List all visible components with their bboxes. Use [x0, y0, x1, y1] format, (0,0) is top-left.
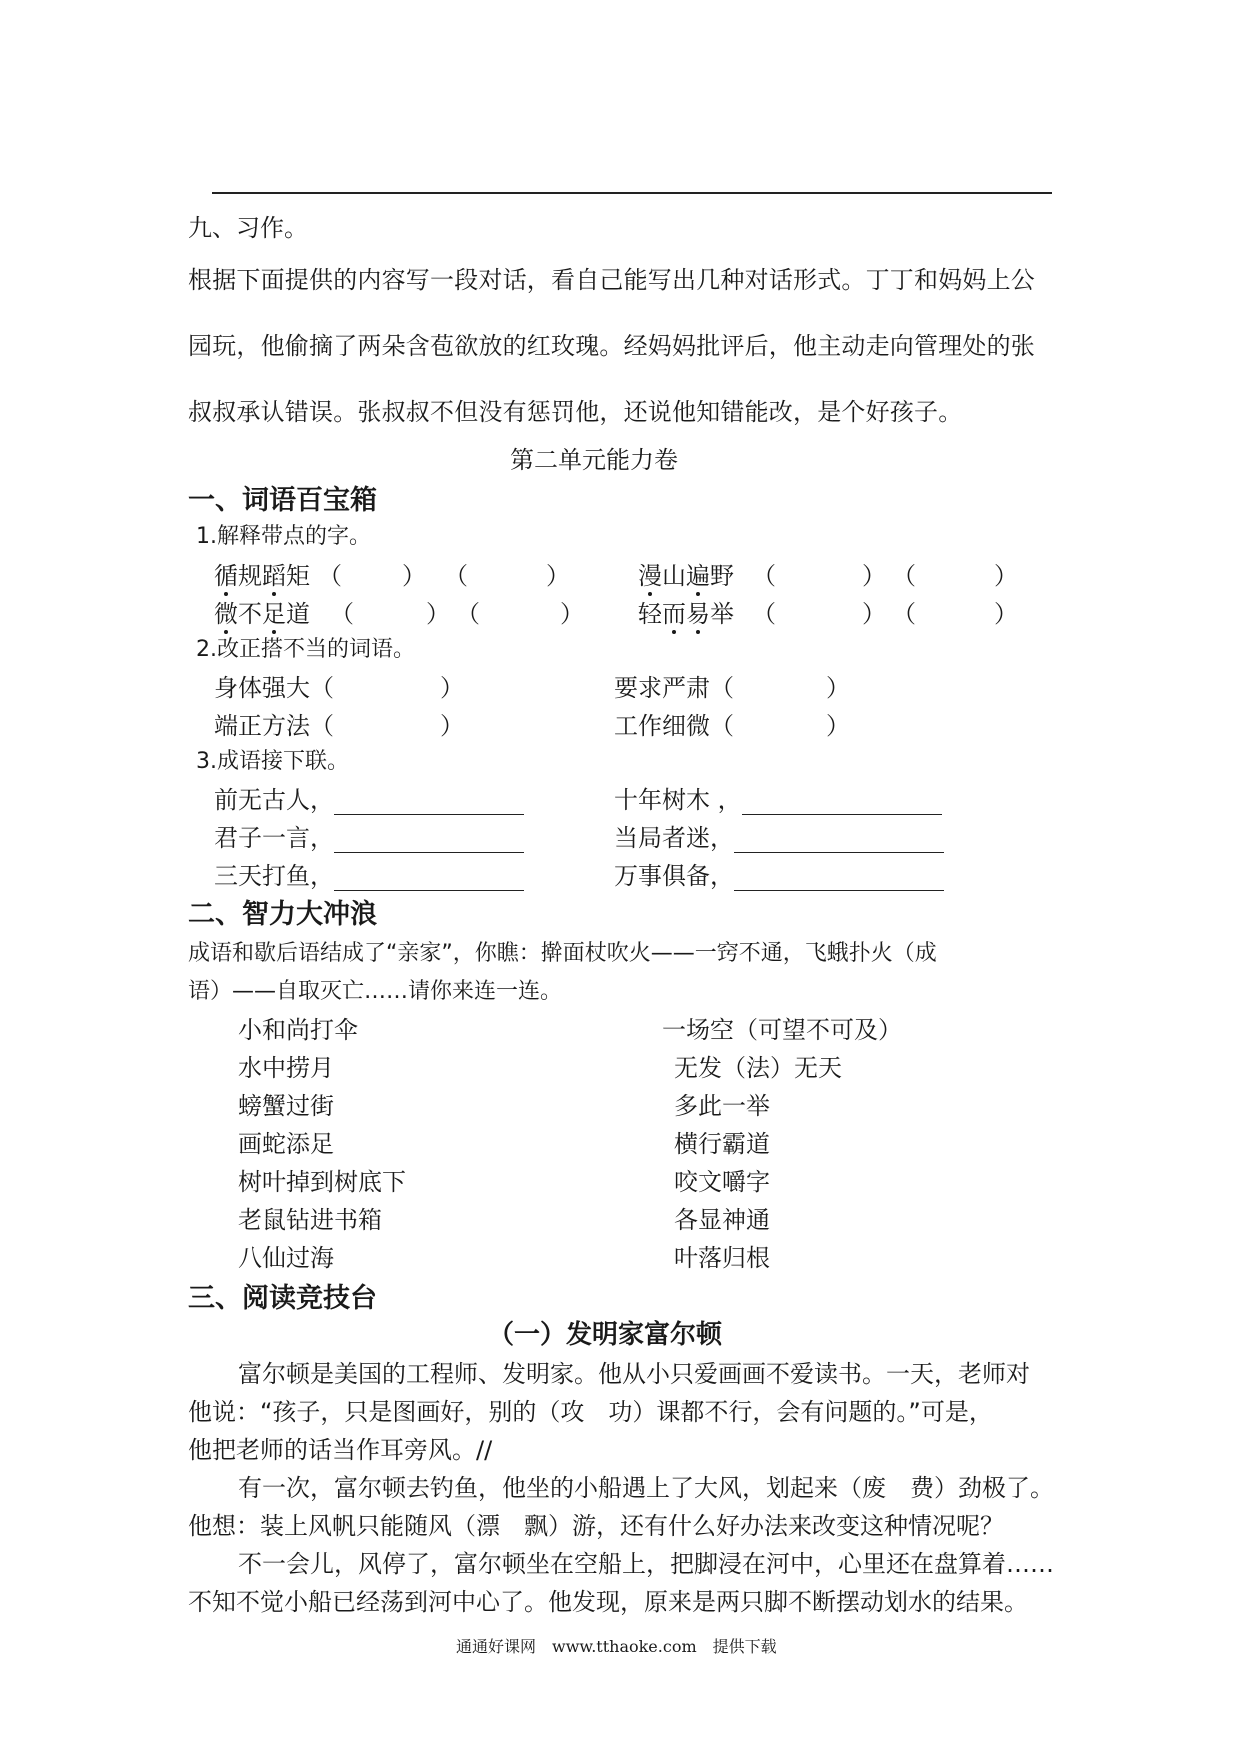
match-right-6[interactable]: 各显神通: [674, 1206, 770, 1234]
passage-line: 他说：“孩子，只是图画好，别的（攻 功）课都不行，会有问题的。”可是，: [188, 1398, 993, 1426]
paren-close: ）: [826, 674, 850, 702]
idiom-2: [638, 556, 734, 591]
q1-title: 1.解释带点的字。: [196, 524, 371, 549]
answer-blank[interactable]: [334, 830, 524, 853]
q3-item-3: [214, 818, 524, 853]
match-left-4[interactable]: 画蛇添足: [238, 1130, 334, 1158]
dotted-char: 易: [686, 594, 710, 629]
passage-line: 他把老师的话当作耳旁风。//: [188, 1436, 493, 1464]
match-right-7[interactable]: 叶落归根: [674, 1244, 770, 1272]
passage-line: 他想：装上风帆只能随风（漂 飘）游，还有什么好办法来改变这种情况呢？: [188, 1512, 1004, 1540]
paren-close: ）: [862, 562, 886, 590]
q3-prompt: 万事俱备，: [614, 862, 734, 890]
paren-close: ）: [560, 600, 584, 628]
q2-item-4: 工作细微（: [614, 712, 734, 740]
answer-line: [212, 192, 1052, 194]
match-left-2[interactable]: 水中捞月: [238, 1054, 334, 1082]
idiom-char: 矩: [286, 562, 310, 590]
q3-prompt: 前无古人，: [214, 786, 334, 814]
dotted-char: 循: [214, 556, 238, 591]
match-right-3[interactable]: 多此一举: [674, 1092, 770, 1120]
q3-item-5: [214, 856, 524, 891]
answer-blank[interactable]: [334, 868, 524, 891]
match-left-3[interactable]: 螃蟹过街: [238, 1092, 334, 1120]
paren-open: （: [752, 600, 776, 628]
paren-close: ）: [994, 562, 1018, 590]
match-right-5[interactable]: 咬文嚼字: [674, 1168, 770, 1196]
q3-prompt: 十年树木 ，: [614, 786, 742, 814]
paren-close: ）: [440, 712, 464, 740]
q3-title: 3.成语接下联。: [196, 749, 349, 774]
match-left-7[interactable]: 八仙过海: [238, 1244, 334, 1272]
match-left-5[interactable]: 树叶掉到树底下: [238, 1168, 406, 1196]
idiom-char: 规: [238, 562, 262, 590]
paren-open: （: [752, 562, 776, 590]
q2-title: 2.改正搭不当的词语。: [196, 637, 415, 662]
answer-blank[interactable]: [734, 830, 944, 853]
idiom-1: [214, 556, 310, 591]
passage-title: （一）发明家富尔顿: [488, 1320, 723, 1350]
part-2-heading: 二、智力大冲浪: [188, 899, 377, 930]
dotted-char: 蹈: [262, 556, 286, 591]
paren-open: （: [892, 600, 916, 628]
dotted-char: 漫: [638, 556, 662, 591]
paren-close: ）: [402, 562, 426, 590]
answer-blank[interactable]: [334, 792, 524, 815]
paren-open: （: [892, 562, 916, 590]
paren-close: ）: [546, 562, 570, 590]
match-right-1[interactable]: 一场空（可望不可及）: [662, 1016, 902, 1044]
q3-item-6: [614, 856, 944, 891]
paren-close: ）: [440, 674, 464, 702]
idiom-char: 举: [710, 600, 734, 628]
idiom-char: 轻: [638, 600, 662, 628]
dotted-char: 而: [662, 594, 686, 629]
idiom-char: 道: [286, 600, 310, 628]
part-2-intro-1: 成语和歇后语结成了“亲家”，你瞧：擀面杖吹火——一窍不通，飞蛾扑火（成: [188, 941, 937, 966]
part-3-heading: 三、阅读竞技台: [188, 1283, 377, 1314]
paren-open: （: [330, 600, 354, 628]
part-2-intro-2: 语）——自取灭亡……请你来连一连。: [188, 979, 563, 1004]
paren-close: ）: [994, 600, 1018, 628]
match-left-1[interactable]: 小和尚打伞: [238, 1016, 358, 1044]
passage-line: 有一次，富尔顿去钓鱼，他坐的小船遇上了大风，划起来（废 费）劲极了。: [238, 1474, 1054, 1502]
page-footer: 通通好课网 www.tthaoke.com 提供下载: [456, 1637, 777, 1656]
answer-blank[interactable]: [734, 868, 944, 891]
dotted-char: 足: [262, 594, 286, 629]
paren-open: （: [444, 562, 468, 590]
unit-title: 第二单元能力卷: [510, 446, 678, 474]
passage-line: 不知不觉小船已经荡到河中心了。他发现，原来是两只脚不断摆动划水的结果。: [188, 1588, 1028, 1616]
section-9-heading: 九、习作。: [188, 214, 308, 242]
idiom-char: 野: [710, 562, 734, 590]
q3-prompt: 当局者迷，: [614, 824, 734, 852]
q3-item-1: [214, 780, 524, 815]
section-9-line-2: 园玩，他偷摘了两朵含苞欲放的红玫瑰。经妈妈批评后，他主动走向管理处的张: [188, 332, 1035, 360]
match-left-6[interactable]: 老鼠钻进书箱: [238, 1206, 382, 1234]
q3-prompt: 三天打鱼，: [214, 862, 334, 890]
idiom-char: 不: [238, 600, 262, 628]
paren-close: ）: [862, 600, 886, 628]
answer-blank[interactable]: [742, 792, 942, 815]
paren-close: ）: [826, 712, 850, 740]
section-9-line-3: 叔叔承认错误。张叔叔不但没有惩罚他，还说他知错能改，是个好孩子。: [188, 398, 963, 426]
dotted-char: 微: [214, 594, 238, 629]
paren-close: ）: [426, 600, 450, 628]
passage-line: 不一会儿，风停了，富尔顿坐在空船上，把脚浸在河中，心里还在盘算着……: [238, 1550, 1054, 1578]
idiom-4: [638, 594, 734, 629]
idiom-3: [214, 594, 310, 629]
paren-open: （: [456, 600, 480, 628]
q3-prompt: 君子一言，: [214, 824, 334, 852]
q2-item-1: 身体强大（: [214, 674, 334, 702]
q3-item-2: [614, 780, 942, 815]
section-9-line-1: 根据下面提供的内容写一段对话，看自己能写出几种对话形式。丁丁和妈妈上公: [188, 266, 1035, 294]
match-right-4[interactable]: 横行霸道: [674, 1130, 770, 1158]
match-right-2[interactable]: 无发（法）无天: [674, 1054, 842, 1082]
part-1-heading: 一、词语百宝箱: [188, 485, 377, 516]
q3-item-4: [614, 818, 944, 853]
idiom-char: 山: [662, 562, 686, 590]
passage-line: 富尔顿是美国的工程师、发明家。他从小只爱画画不爱读书。一天，老师对: [238, 1360, 1030, 1388]
q2-item-2: 要求严肃（: [614, 674, 734, 702]
q2-item-3: 端正方法（: [214, 712, 334, 740]
paren-open: （: [318, 562, 342, 590]
dotted-char: 遍: [686, 556, 710, 591]
